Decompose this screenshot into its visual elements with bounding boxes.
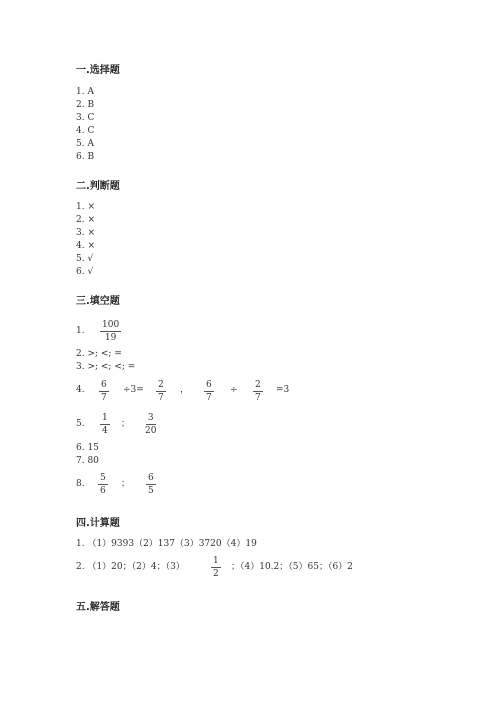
section-title-choice: 一.选择题 xyxy=(76,65,120,76)
fraction-numerator: 6 xyxy=(148,473,154,483)
fraction-denominator: 19 xyxy=(104,333,117,343)
separator-text: ； xyxy=(121,479,131,489)
fraction xyxy=(99,380,109,403)
fraction xyxy=(211,556,221,579)
fraction-numerator: 2 xyxy=(158,380,164,390)
fraction-numerator: 1 xyxy=(213,556,219,566)
fraction-denominator: 20 xyxy=(145,426,157,436)
fraction-denominator: 7 xyxy=(101,393,107,403)
question-label: 4. xyxy=(76,385,85,395)
fraction-denominator: 7 xyxy=(255,393,261,403)
answer-item: 4. C xyxy=(76,126,95,136)
fraction-denominator: 7 xyxy=(206,393,212,403)
answer-item: 6. B xyxy=(76,152,95,162)
answer-item: 5. A xyxy=(76,139,94,149)
fraction-denominator: 4 xyxy=(102,426,108,436)
answer-item: 2. B xyxy=(76,100,95,110)
fraction-denominator: 5 xyxy=(148,486,154,496)
answer-line: 2. >; <; = xyxy=(76,349,122,359)
answer-line-after: ；（4）10.2；（5）65；（6）2 xyxy=(231,562,353,572)
answer-line: 3. >; <; <; = xyxy=(76,362,136,372)
answer-item: 3. × xyxy=(76,228,95,238)
operator-text: ÷ xyxy=(230,385,238,395)
answer-item: 1. A xyxy=(76,87,94,97)
fraction-numerator: 1 xyxy=(102,413,108,423)
fraction-numerator: 6 xyxy=(101,380,107,390)
section-title-judgement: 二.判断题 xyxy=(76,181,120,192)
fraction-denominator: 6 xyxy=(100,486,106,496)
answer-line-before: 2. （1）20；（2）4；（3） xyxy=(76,562,185,572)
answer-item: 3. C xyxy=(76,113,95,123)
answer-line: 7. 80 xyxy=(76,456,99,466)
answer-line: 1. （1）9393（2）137（3）3720（4）19 xyxy=(76,539,257,549)
section-title-fill-blank: 三.填空题 xyxy=(76,296,120,307)
fraction xyxy=(100,320,121,343)
fraction-numerator: 3 xyxy=(147,413,154,423)
operator-text: =3 xyxy=(276,385,290,395)
fraction-numerator: 5 xyxy=(100,473,106,483)
fraction xyxy=(98,473,108,496)
question-label: 5. xyxy=(76,419,85,429)
fraction-denominator: 7 xyxy=(158,393,164,403)
fraction xyxy=(145,413,156,436)
answer-item: 5. √ xyxy=(76,254,94,264)
section-title-solution: 五.解答题 xyxy=(76,602,120,613)
answer-item: 1. × xyxy=(76,202,95,212)
section-title-calculation: 四.计算题 xyxy=(76,518,120,529)
fraction xyxy=(100,413,110,436)
answer-line: 6. 15 xyxy=(76,443,99,453)
fraction-numerator: 6 xyxy=(206,380,212,390)
fraction-numerator: 100 xyxy=(102,320,120,330)
separator-text: ， xyxy=(180,385,190,395)
fraction xyxy=(204,380,214,403)
operator-text: ÷3= xyxy=(123,385,144,395)
fraction xyxy=(253,380,263,403)
separator-text: ； xyxy=(121,419,131,429)
fraction xyxy=(146,473,156,496)
question-label: 1. xyxy=(76,326,85,336)
fraction xyxy=(156,380,166,403)
answer-item: 6. √ xyxy=(76,267,94,277)
answer-item: 4. × xyxy=(76,241,95,251)
fraction-numerator: 2 xyxy=(255,380,261,390)
answer-item: 2. × xyxy=(76,215,95,225)
fraction-denominator: 2 xyxy=(213,569,219,579)
question-label: 8. xyxy=(76,479,85,489)
